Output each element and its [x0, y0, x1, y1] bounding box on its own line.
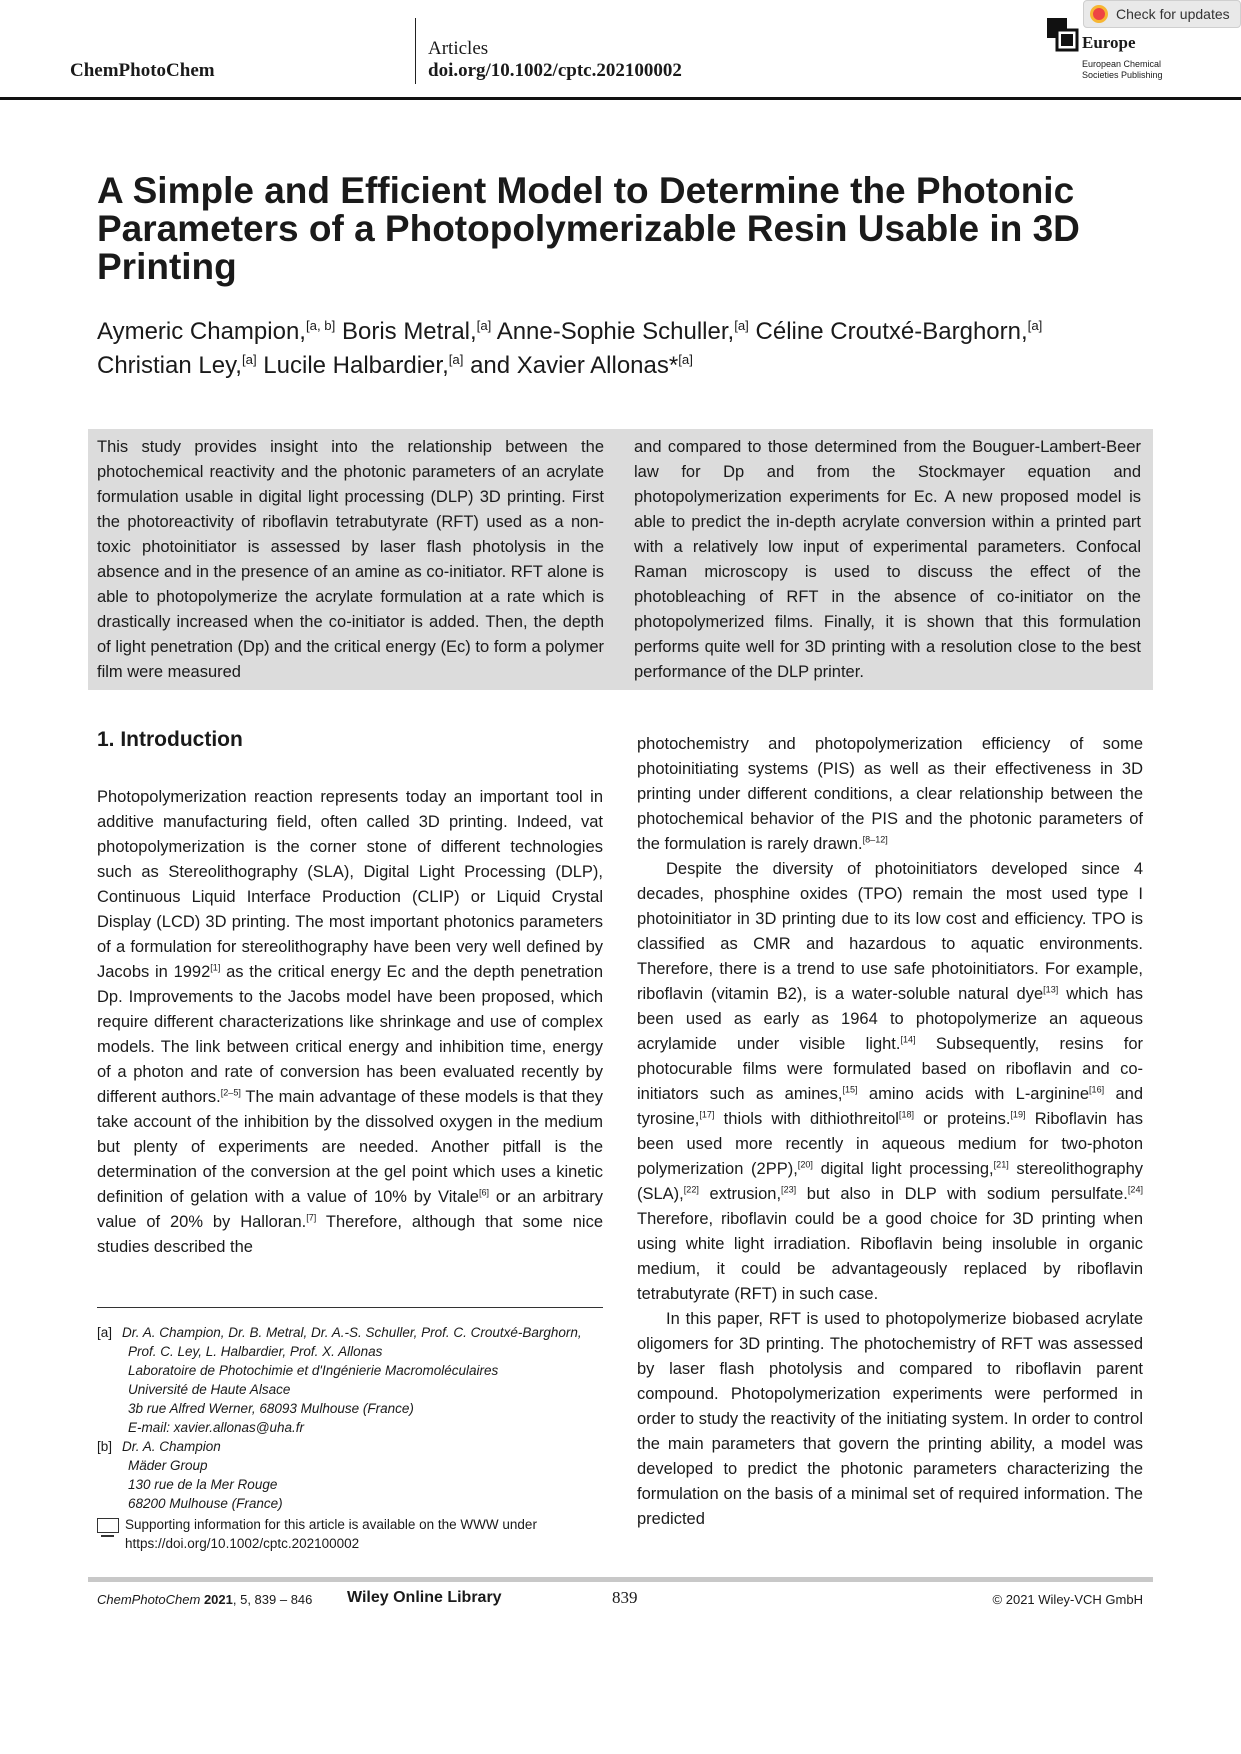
- citation-ref[interactable]: [16]: [1089, 1084, 1105, 1095]
- text-run: Riboflavin has been used more recently in aqueous medium for two-photon polymerization (2PP),: [637, 1110, 1143, 1178]
- citation-ref[interactable]: [13]: [1043, 984, 1059, 995]
- affiliation-line: 3b rue Alfred Werner, 68093 Mulhouse (France): [128, 1401, 414, 1416]
- supporting-info-text: Supporting information for this article is available on the WWW under: [125, 1517, 537, 1532]
- intro-paragraph-2: [637, 857, 1143, 1307]
- affiliation-line: 130 rue de la Mer Rouge: [128, 1477, 278, 1492]
- citation-ref[interactable]: [7]: [306, 1212, 317, 1223]
- section-label: Articles: [428, 38, 489, 59]
- intro-right-column: [637, 732, 1143, 1532]
- text-run: extrusion,: [698, 1185, 782, 1203]
- citation-ref[interactable]: [1]: [210, 962, 221, 973]
- citation-ref[interactable]: [22]: [683, 1184, 699, 1195]
- footer-year: 2021: [203, 1592, 233, 1607]
- intro-paragraph-1: [97, 785, 603, 1260]
- crossmark-icon: [1090, 5, 1108, 23]
- check-for-updates-label: Check for updates: [1116, 6, 1230, 22]
- supporting-information: [97, 1515, 603, 1553]
- footer-rule: [88, 1577, 1153, 1582]
- text-run: stereolithography (SLA),: [637, 1160, 1143, 1203]
- citation-ref[interactable]: [17]: [699, 1109, 715, 1120]
- affiliation-line: Dr. A. Champion, Dr. B. Metral, Dr. A.-S. Schuller, Prof. C. Croutxé-Barghorn,: [122, 1325, 582, 1340]
- text-run: photochemistry and photopolymerization efficiency of some photoinitiating systems (PIS) as well as their effectiveness in 3D printing under different conditions, a clear relationship between the photochemical behavior of the PIS and the photonic parameters of the formulation is rarely drawn.: [637, 735, 1143, 853]
- author-name: Boris Metral,: [341, 318, 477, 345]
- text-run: and tyrosine,: [637, 1085, 1144, 1128]
- text-run: amino acids with L-arginine: [857, 1085, 1090, 1103]
- affiliation-email[interactable]: E-mail: xavier.allonas@uha.fr: [128, 1420, 305, 1435]
- header-divider: [415, 18, 416, 84]
- text-run: Despite the diversity of photoinitiators developed since 4 decades, phosphine oxides (TPO) remain the most used type I photoinitiator in 3D printing due to its low cost and efficiency. TPO is classified as CMR and hazardous to aquatic environments. Therefore, there is a trend to use safe photoinitiators. For example, riboflavin (vitamin B2), is a water-soluble natural dye: [637, 860, 1143, 1003]
- affiliation-line: Prof. C. Ley, L. Halbardier, Prof. X. Allonas: [128, 1344, 383, 1359]
- intro-paragraph-1-cont: [637, 732, 1143, 857]
- citation-ref[interactable]: [19]: [1010, 1109, 1026, 1120]
- affiliation-key: [b]: [97, 1439, 113, 1454]
- text-run: but also in DLP with sodium persulfate.: [796, 1185, 1128, 1203]
- affiliation-key: [a]: [97, 1325, 113, 1340]
- section-heading: 1. Introduction: [97, 728, 243, 751]
- supporting-info-link[interactable]: https://doi.org/10.1002/cptc.202100002: [125, 1536, 360, 1551]
- text-run: thiols with dithiothreitol: [714, 1110, 899, 1128]
- text-run: Therefore, riboflavin could be a good choice for 3D printing when using white light irradiation. Riboflavin being insoluble in organic medium, it could be advantageously replaced by riboflavin tetrabutyrate (RFT) in such case.: [637, 1210, 1143, 1303]
- text-run: Therefore, although that some nice studies described the: [97, 1213, 603, 1256]
- affiliation-line: 68200 Mulhouse (France): [128, 1496, 283, 1511]
- author-affiliation: [a, b]: [305, 318, 336, 333]
- affiliation-line: Université de Haute Alsace: [128, 1382, 291, 1397]
- publisher-line-1: European Chemical: [1082, 59, 1162, 69]
- author-name: Céline Croutxé-Barghorn,: [755, 318, 1028, 345]
- doi-link[interactable]: doi.org/10.1002/cptc.202100002: [428, 60, 682, 81]
- author-list: [97, 315, 1147, 383]
- author-affiliation: [a]: [448, 352, 464, 367]
- affiliation-line: Dr. A. Champion: [122, 1439, 221, 1454]
- intro-paragraph-3: In this paper, RFT is used to photopolymerize biobased acrylate oligomers for 3D printing. The photochemistry of RFT was assessed by laser flash photolysis and compared to riboflavin parent compound. Photopolymerization experiments were performed in order to study the reactivity of the initiating system. In order to control the main parameters that govern the printing ability, a model was developed to predict the photonic parameters characterizing the formulation on the basis of a minimal set of required information. The predicted: [637, 1310, 1143, 1528]
- check-for-updates-button[interactable]: [1083, 0, 1241, 28]
- chemistry-europe-logo-icon: [1047, 18, 1079, 52]
- header-rule: [0, 97, 1241, 100]
- author-affiliation: [a]: [241, 352, 257, 367]
- author-affiliation: [a]: [476, 318, 492, 333]
- author-name: Lucile Halbardier,: [263, 352, 449, 379]
- author-name: Christian Ley,: [97, 352, 242, 379]
- article-title: A Simple and Efficient Model to Determine the Photonic Parameters of a Photopolymerizable Resin Usable in 3D Printing: [97, 170, 1080, 287]
- affiliation-line: Mäder Group: [128, 1458, 208, 1473]
- journal-name: ChemPhotoChem: [70, 60, 215, 81]
- text-run: Subsequently, resins for photocurable films were formulated based on riboflavin and co-initiators such as amines,: [637, 1035, 1143, 1103]
- text-run: Photopolymerization reaction represents today an important tool in additive manufacturing field, often called 3D printing. Indeed, vat photopolymerization is the corner stone of different technologies such as Stereolithography (SLA), Digital Light Processing (DLP), Continuous Liquid Interface Production (CLIP) or Liquid Crystal Display (LCD) 3D printing. The most important photonics parameters of a formulation for stereolithography have been very well defined by Jacobs in 1992: [97, 788, 603, 981]
- abstract-left-column: This study provides insight into the relationship between the photochemical reactivity and the photonic parameters of an acrylate formulation usable in digital light processing (DLP) 3D printing. First the photoreactivity of riboflavin tetrabutyrate (RFT) used as a non-toxic photoinitiator is assessed by laser flash photolysis in the absence and in the presence of an amine as co-initiator. RFT alone is able to photopolymerize the acrylate formulation at a rate which is drastically increased when the co-initiator is added. Then, the depth of light penetration (Dp) and the critical energy (Ec) to form a polymer film were measured: [97, 438, 604, 681]
- citation-ref[interactable]: [23]: [781, 1184, 797, 1195]
- affiliation-b: [97, 1437, 603, 1513]
- intro-left-column: [97, 785, 603, 1260]
- text-run: The main advantage of these models is that they take account of the inhibition by the dissolved oxygen in the medium but plenty of experiments are needed. Another pitfall is the determination of the conversion at the gel point which uses a kinetic definition of gelation with a value of 10% by Vitale: [97, 1088, 603, 1206]
- author-affiliation: [a]: [1027, 318, 1043, 333]
- affiliations: [97, 1323, 603, 1513]
- citation-ref[interactable]: [2–5]: [220, 1087, 241, 1098]
- footer-citation: [97, 1592, 312, 1607]
- text-run: digital light processing,: [812, 1160, 994, 1178]
- wiley-online-library-link[interactable]: Wiley Online Library: [347, 1589, 502, 1606]
- footnote-rule: [97, 1307, 603, 1308]
- citation-ref[interactable]: [8–12]: [862, 834, 888, 845]
- computer-icon: [97, 1518, 119, 1533]
- author-name: and Xavier Allonas*: [470, 352, 679, 379]
- author-name: Aymeric Champion,: [97, 318, 306, 345]
- footer-journal: ChemPhotoChem: [97, 1592, 201, 1607]
- copyright: © 2021 Wiley-VCH GmbH: [992, 1592, 1143, 1607]
- citation-ref[interactable]: [14]: [900, 1034, 916, 1045]
- citation-ref[interactable]: [18]: [898, 1109, 915, 1120]
- citation-ref[interactable]: [15]: [842, 1084, 858, 1095]
- publisher-brand: Europe: [1082, 33, 1136, 52]
- page-number: 839: [612, 1588, 638, 1607]
- affiliation-line: Laboratoire de Photochimie et d'Ingénierie Macromoléculaires: [128, 1363, 499, 1378]
- author-affiliation: [a]: [734, 318, 749, 333]
- citation-ref[interactable]: [24]: [1127, 1184, 1144, 1195]
- footer-volume-pages: , 5, 839 – 846: [232, 1592, 313, 1607]
- text-run: or an arbitrary value of 20% by Halloran.: [97, 1188, 603, 1231]
- author-affiliation: [a]: [678, 352, 693, 367]
- author-name: Anne-Sophie Schuller,: [496, 318, 735, 345]
- citation-ref[interactable]: [6]: [478, 1187, 490, 1198]
- publisher-line-2: Societies Publishing: [1082, 70, 1163, 80]
- text-run: as the critical energy Ec and the depth penetration Dp. Improvements to the Jacobs model have been proposed, which require different characterizations like shrinkage and use of complex models. The link between critical energy and inhibition time, energy of a photon and rate of conversion has been evaluated recently by different authors.: [97, 963, 604, 1106]
- citation-ref[interactable]: [20]: [797, 1159, 813, 1170]
- citation-ref[interactable]: [21]: [993, 1159, 1009, 1170]
- text-run: or proteins.: [914, 1110, 1011, 1128]
- affiliation-a: [97, 1323, 603, 1437]
- publisher-name: [1082, 59, 1202, 81]
- text-run: which has been used as early as 1964 to photopolymerize an aqueous acrylamide under visible light.: [637, 985, 1143, 1053]
- abstract-right-column: and compared to those determined from the Bouguer-Lambert-Beer law for Dp and from the Stockmayer equation and photopolymerization experiments for Ec. A new proposed model is able to predict the in-depth acrylate conversion within a printed part with a relatively low input of experimental parameters. Confocal Raman microscopy is used to discuss the effect of the photobleaching of RFT in the absence of co-initiator on the photopolymerized films. Finally, it is shown that this formulation performs quite well for 3D printing with a resolution close to the best performance of the DLP printer.: [634, 438, 1141, 681]
